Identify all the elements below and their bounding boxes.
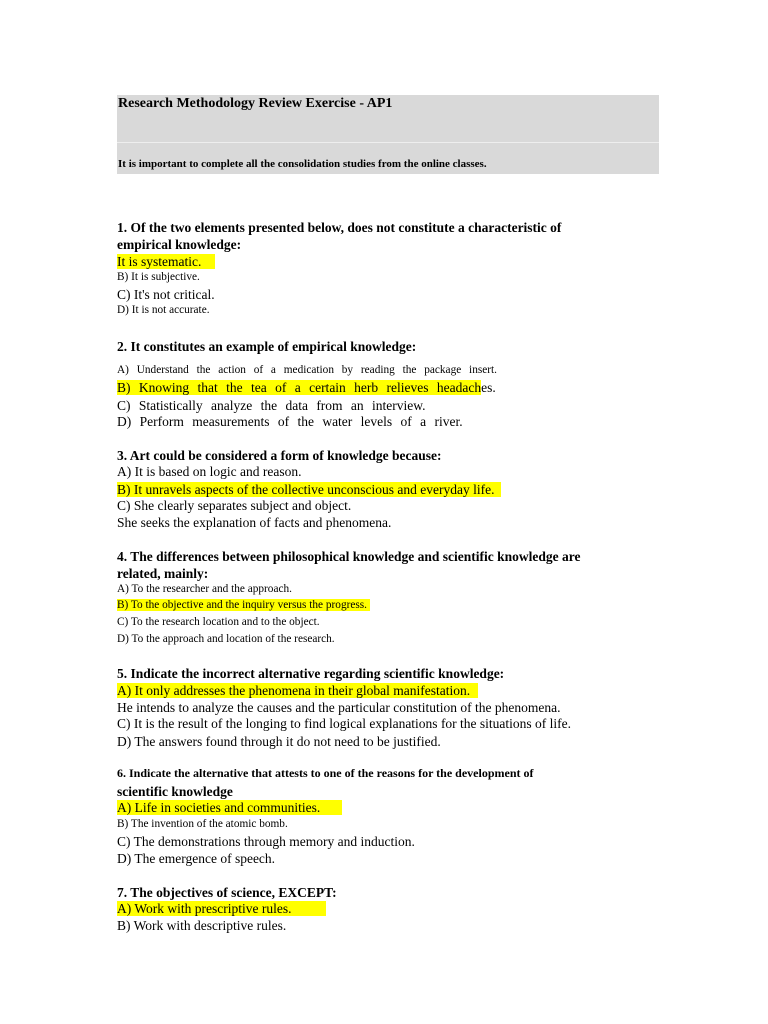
question-2-option-b <box>117 380 496 396</box>
question-5-option-d: D) The answers found through it do not need to be justified. <box>117 734 441 749</box>
question-2-option-a: A) Understand the action of a medication by reading the package insert. <box>117 364 497 376</box>
question-6-stem-line-1: 6. Indicate the alternative that attests to one of the reasons for the development of <box>117 766 534 780</box>
question-3-stem: 3. Art could be considered a form of knowledge because: <box>117 448 442 463</box>
question-2-option-d: D) Perform measurements of the water levels of a river. <box>117 414 463 429</box>
question-4-option-a: A) To the researcher and the approach. <box>117 583 292 595</box>
question-6-option-d: D) The emergence of speech. <box>117 851 276 866</box>
question-3-option-b <box>117 482 501 498</box>
question-7-option-b: B) Work with descriptive rules. <box>117 918 287 933</box>
document-note: It is important to complete all the consolidation studies from the online classes. <box>118 158 487 170</box>
question-5-option-c: C) It is the result of the longing to find logical explanations for the situations of life. <box>117 716 572 731</box>
question-4-option-c: C) To the research location and to the object. <box>117 616 320 628</box>
highlighted-answer: It is systematic. <box>117 254 215 269</box>
question-4-stem-line-1: 4. The differences between philosophical knowledge and scientific knowledge are <box>117 549 581 564</box>
question-4-stem-line-2: related, mainly: <box>117 566 209 581</box>
question-1-stem-line-2: empirical knowledge: <box>117 237 242 252</box>
highlighted-answer: A) Work with prescriptive rules. <box>117 901 326 916</box>
question-1-option-c: C) It's not critical. <box>117 287 215 302</box>
question-1-stem-line-1: 1. Of the two elements presented below, does not constitute a characteristic of <box>117 220 562 235</box>
document-title: Research Methodology Review Exercise - AP1 <box>118 96 393 111</box>
question-7-option-a <box>117 901 326 917</box>
highlighted-answer: B) To the objective and the inquiry versus the progress. <box>117 599 370 611</box>
question-5-stem: 5. Indicate the incorrect alternative regarding scientific knowledge: <box>117 666 505 681</box>
question-3-option-c: C) She clearly separates subject and object. <box>117 498 352 513</box>
question-7-stem: 7. The objectives of science, EXCEPT: <box>117 885 337 900</box>
question-6-option-a <box>117 800 342 816</box>
question-1-option-b: B) It is subjective. <box>117 271 200 283</box>
highlighted-answer: A) It only addresses the phenomena in their global manifestation. <box>117 683 478 698</box>
question-2-option-c: C) Statistically analyze the data from an interview. <box>117 398 426 413</box>
question-6-stem-line-2: scientific knowledge <box>117 784 233 799</box>
header-divider <box>117 142 659 143</box>
question-3-option-a: A) It is based on logic and reason. <box>117 464 302 479</box>
question-2-stem: 2. It constitutes an example of empirical knowledge: <box>117 339 417 354</box>
question-6-option-b: B) The invention of the atomic bomb. <box>117 818 288 830</box>
question-1-option-d: D) It is not accurate. <box>117 304 210 316</box>
question-3-option-d: She seeks the explanation of facts and phenomena. <box>117 515 392 530</box>
question-5-option-b: He intends to analyze the causes and the particular constitution of the phenomena. <box>117 700 561 715</box>
question-5-option-a <box>117 683 478 699</box>
option-b-tail: es. <box>481 380 496 395</box>
question-6-option-c: C) The demonstrations through memory and induction. <box>117 834 415 849</box>
question-4-option-b <box>117 599 370 612</box>
highlighted-answer: A) Life in societies and communities. <box>117 800 342 815</box>
question-1-option-a <box>117 254 215 270</box>
question-4-option-d: D) To the approach and location of the research. <box>117 633 335 645</box>
highlighted-answer: B) It unravels aspects of the collective unconscious and everyday life. <box>117 482 501 497</box>
highlighted-answer: B) Knowing that the tea of a certain herb relieves headach <box>117 380 482 395</box>
